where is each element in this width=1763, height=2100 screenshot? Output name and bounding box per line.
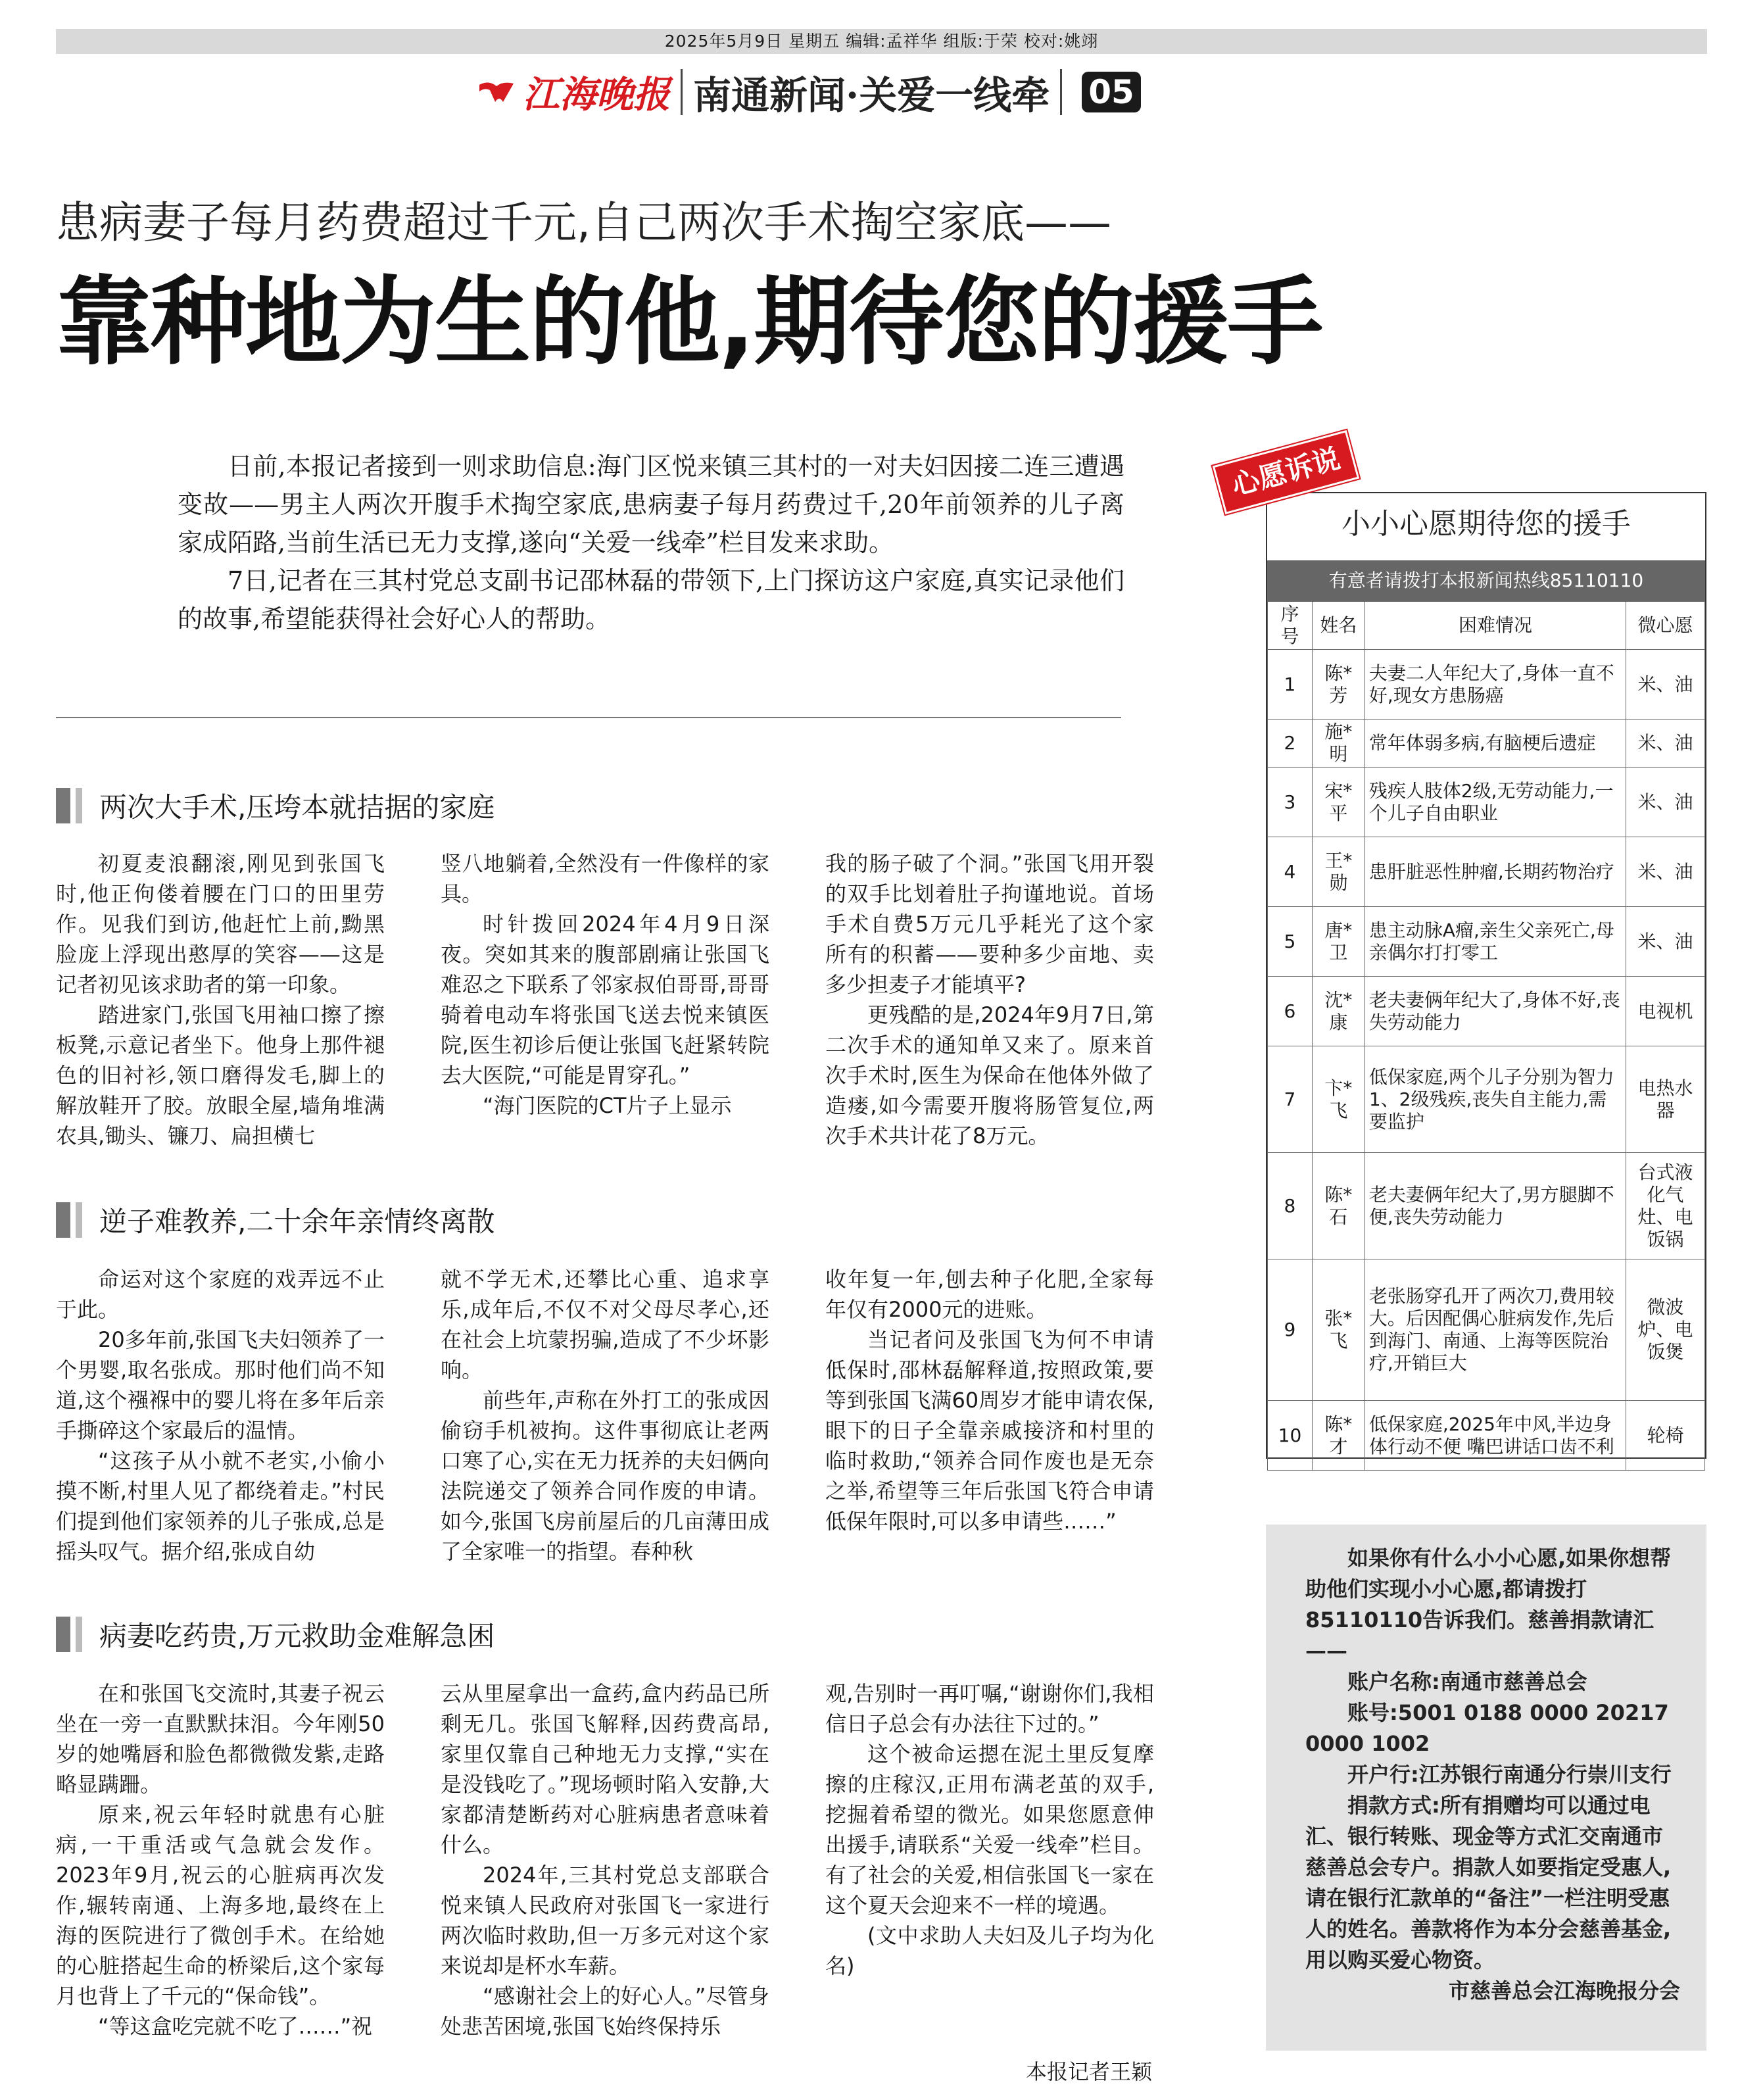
body-paragraph: (文中求助人夫妇及儿子均为化名) [825, 1923, 1154, 1978]
byline: 本报记者王颖 [1026, 2059, 1153, 2084]
hardship-description: 老夫妻俩年纪大了,男方腿脚不便,丧失劳动能力 [1365, 1153, 1626, 1259]
recipient-name: 陈*石 [1312, 1153, 1365, 1259]
column-header: 微心愿 [1626, 602, 1705, 650]
text-column [825, 1264, 1154, 1536]
paper-logo-icon [477, 76, 516, 109]
text-column [441, 1264, 769, 1567]
hardship-description: 常年体弱多病,有脑梗后遗症 [1365, 720, 1626, 768]
recipient-name: 唐*卫 [1312, 907, 1365, 977]
wish-item: 米、油 [1626, 650, 1705, 720]
hardship-description: 老张肠穿孔开了两次刀,费用较大。后因配偶心脏病发作,先后到海门、南通、上海等医院治疗,开销巨大 [1365, 1259, 1626, 1401]
recipient-name: 沈*康 [1312, 977, 1365, 1046]
hardship-description: 夫妻二人年纪大了,身体一直不好,现女方患肠癌 [1365, 650, 1626, 720]
text-column [441, 1678, 769, 2041]
body-paragraph: 更残酷的是,2024年9月7日,第二次手术的通知单又来了。原来首次手术时,医生为保命在他体外做了造瘘,如今需要开腹将肠管复位,两次手术共计花了8万元。 [825, 1002, 1154, 1148]
section-heading-text: 两次大手术,压垮本就拮据的家庭 [99, 791, 495, 823]
text-column [56, 1678, 385, 2041]
hardship-description: 患肝脏恶性肿瘤,长期药物治疗 [1365, 837, 1626, 907]
masthead-divider [681, 69, 683, 115]
donation-box [1266, 1525, 1706, 2051]
section-marker [76, 1617, 82, 1652]
body-paragraph: 时针拨回2024年4月9日深夜。突如其来的腹部剧痛让张国飞难忍之下联系了邻家叔伯哥哥,哥哥骑着电动车将张国飞送去悦来镇医院,医生初诊后便让张国飞赶紧转院去大医院,“可能是胃穿孔。” [441, 912, 769, 1088]
body-paragraph: 我的肠子破了个洞。”张国飞用开裂的双手比划着肚子拘谨地说。首场手术自费5万元几乎耗光了这个家所有的积蓄——要种多少亩地、卖多少担麦子才能填平? [825, 851, 1154, 997]
table-row [1268, 977, 1705, 1046]
row-number: 7 [1268, 1046, 1313, 1153]
dateline-bar [56, 29, 1707, 54]
body-paragraph: 踏进家门,张国飞用袖口擦了擦板凳,示意记者坐下。他身上那件褪色的旧衬衫,领口磨得发毛,脚上的解放鞋开了胶。放眼全屋,墙角堆满农具,锄头、镰刀、扁担横七 [56, 1002, 385, 1148]
section-heading [56, 786, 495, 825]
body-paragraph: 云从里屋拿出一盒药,盒内药品已所剩无几。张国飞解释,因药费高昂,家里仅靠自己种地无力支撑,“实在是没钱吃了。”现场顿时陷入安静,大家都清楚断药对心脏病患者意味着什么。 [441, 1681, 769, 1857]
body-paragraph: 竖八地躺着,全然没有一件像样的家具。 [441, 851, 769, 906]
section-marker [56, 788, 70, 823]
article-subtitle: 患病妻子每月药费超过千元,自己两次手术掏空家底—— [56, 197, 1111, 248]
text-column [56, 848, 385, 1151]
recipient-name: 陈*芳 [1312, 650, 1365, 720]
table-row [1268, 1259, 1705, 1401]
row-number: 8 [1268, 1153, 1313, 1259]
text-column [825, 848, 1154, 1151]
wish-item: 米、油 [1626, 837, 1705, 907]
table-row [1268, 837, 1705, 907]
text-column [825, 1678, 1154, 1981]
table-row [1268, 907, 1705, 977]
body-paragraph: “海门医院的CT片子上显示 [483, 1093, 732, 1118]
donation-paragraph: 捐款方式:所有捐赠均可以通过电汇、银行转账、现金等方式汇交南通市慈善总会专户。捐款人如要指定受惠人,请在银行汇款单的“备注”一栏注明受惠人的姓名。善款将作为本分会慈善基金,用以购买爱心物资。 [1305, 1793, 1672, 1972]
section-heading [56, 1200, 495, 1240]
wish-item: 电视机 [1626, 977, 1705, 1046]
body-paragraph: 收年复一年,刨去种子化肥,全家每年仅有2000元的进账。 [825, 1267, 1154, 1322]
body-paragraph: 初夏麦浪翻滚,刚见到张国飞时,他正佝偻着腰在门口的田里劳作。见我们到访,他赶忙上前,黝黑脸庞上浮现出憨厚的笑容——这是记者初见该求助者的第一印象。 [56, 851, 385, 997]
text-column [441, 848, 769, 1121]
column-header: 困难情况 [1365, 602, 1626, 650]
table-row [1268, 650, 1705, 720]
donation-paragraph: 账户名称:南通市慈善总会 [1347, 1669, 1587, 1694]
intro-paragraph: 日前,本报记者接到一则求助信息:海门区悦来镇三其村的一对夫妇因接二连三遭遇变故——男主人两次开腹手术掏空家底,患病妻子每月药费过千,20年前领养的儿子离家成陌路,当前生活已无力支撑,遂向“关爱一线牵”栏目发来求助。 [178, 452, 1124, 557]
row-number: 10 [1268, 1401, 1313, 1471]
wish-item: 轮椅 [1626, 1401, 1705, 1471]
section-heading-text: 病妻吃药贵,万元救助金难解急困 [99, 1620, 495, 1652]
recipient-name: 宋*平 [1312, 768, 1365, 837]
body-paragraph: 在和张国飞交流时,其妻子祝云坐在一旁一直默默抹泪。今年刚50岁的她嘴唇和脸色都微微发紫,走路略显蹒跚。 [56, 1681, 385, 1797]
body-paragraph: 20多年前,张国飞夫妇领养了一个男婴,取名张成。那时他们尚不知道,这个襁褓中的婴儿将在多年后亲手撕碎这个家最后的温情。 [56, 1327, 385, 1443]
section-marker [76, 788, 82, 823]
intro-divider [56, 717, 1121, 718]
donation-paragraph: 如果你有什么小小心愿,如果你想帮助他们实现小小心愿,都请拨打85110110告诉我们。慈善捐款请汇—— [1305, 1546, 1672, 1663]
table-row [1268, 1046, 1705, 1153]
body-paragraph: “这孩子从小就不老实,小偷小摸不断,村里人见了都绕着走。”村民们提到他们家领养的儿子张成,总是摇头叹气。据介绍,张成自幼 [56, 1448, 385, 1564]
hardship-description: 残疾人肢体2级,无劳动能力,一个儿子自由职业 [1365, 768, 1626, 837]
donation-paragraph: 开户行:江苏银行南通分行崇川支行 [1347, 1762, 1672, 1787]
wish-item: 台式液化气灶、电饭锅 [1626, 1153, 1705, 1259]
intro-paragraph: 7日,记者在三其村党总支副书记邵林磊的带领下,上门探访这户家庭,真实记录他们的故事,希望能获得社会好心人的帮助。 [178, 566, 1124, 633]
text-column [56, 1264, 385, 1567]
wish-item: 米、油 [1626, 768, 1705, 837]
page-number-badge: 05 [1082, 72, 1141, 112]
section-marker [56, 1617, 70, 1652]
wish-table-header [1268, 602, 1705, 650]
body-paragraph: 命运对这个家庭的戏弄远不止于此。 [56, 1267, 385, 1322]
body-paragraph: 当记者问及张国飞为何不申请低保时,邵林磊解释道,按照政策,要等到张国飞满60周岁才能申请农保,眼下的日子全靠亲戚接济和村里的临时救助,“领养合同作废也是无奈之举,希望等三年后张国飞符合申请低保年限时,可以多申请些……” [825, 1327, 1154, 1534]
wish-item: 电热水器 [1626, 1046, 1705, 1153]
section-heading-text: 逆子难教养,二十余年亲情终离散 [99, 1206, 495, 1238]
body-paragraph: 观,告别时一再叮嘱,“谢谢你们,我相信日子总会有办法往下过的。” [825, 1681, 1154, 1736]
hardship-description: 低保家庭,2025年中风,半边身体行动不便 嘴巴讲话口齿不利 [1365, 1401, 1626, 1471]
wish-table [1267, 601, 1705, 1471]
body-paragraph: 原来,祝云年轻时就患有心脏病,一干重活或气急就会发作。2023年9月,祝云的心脏病再次发作,辗转南通、上海多地,最终在上海的医院进行了微创手术。在给她的心脏搭起生命的桥梁后,这个家每月也背上了千元的“保命钱”。 [56, 1802, 385, 2009]
row-number: 2 [1268, 720, 1313, 768]
section-title: 南通新闻·关爱一线牵 [693, 73, 1050, 118]
wish-item: 微波炉、电饭煲 [1626, 1259, 1705, 1401]
table-row [1268, 768, 1705, 837]
row-number: 4 [1268, 837, 1313, 907]
table-row [1268, 1153, 1705, 1259]
column-header: 姓名 [1312, 602, 1365, 650]
hardship-description: 低保家庭,两个儿子分别为智力1、2级残疾,丧失自主能力,需要监护 [1365, 1046, 1626, 1153]
hardship-description: 患主动脉A瘤,亲生父亲死亡,母亲偶尔打打零工 [1365, 907, 1626, 977]
body-paragraph: “感谢社会上的好心人。”尽管身处悲苦困境,张国飞始终保持乐 [441, 1984, 769, 2039]
wish-item: 米、油 [1626, 720, 1705, 768]
masthead [477, 66, 1141, 118]
hardship-description: 老夫妻俩年纪大了,身体不好,丧失劳动能力 [1365, 977, 1626, 1046]
wish-tag: 心愿诉说 [1213, 430, 1359, 514]
body-paragraph: 就不学无术,还攀比心重、追求享乐,成年后,不仅不对父母尽孝心,还在社会上坑蒙拐骗,造成了不少坏影响。 [441, 1267, 769, 1382]
body-paragraph: 这个被命运摁在泥土里反复摩擦的庄稼汉,正用布满老茧的双手,挖掘着希望的微光。如果您愿意伸出援手,请联系“关爱一线牵”栏目。有了社会的关爱,相信张国飞一家在这个夏天会迎来不一样的境遇。 [825, 1742, 1154, 1918]
wish-title: 小小心愿期待您的援手 [1341, 507, 1631, 541]
section-marker [56, 1202, 70, 1238]
row-number: 1 [1268, 650, 1313, 720]
recipient-name: 张*飞 [1312, 1259, 1365, 1401]
article-intro [178, 447, 1124, 638]
section-heading [56, 1615, 495, 1654]
paper-name: 江海晚报 [523, 73, 670, 116]
table-row [1268, 720, 1705, 768]
body-paragraph: “等这盒吃完就不吃了……”祝 [98, 2014, 373, 2039]
table-row [1268, 1401, 1705, 1471]
wish-item: 米、油 [1626, 907, 1705, 977]
donation-paragraph: 账号:5001 0188 0000 20217 0000 1002 [1305, 1700, 1669, 1756]
wish-hotline: 有意者请拨打本报新闻热线85110110 [1267, 560, 1705, 601]
row-number: 5 [1268, 907, 1313, 977]
recipient-name: 施*明 [1312, 720, 1365, 768]
row-number: 3 [1268, 768, 1313, 837]
body-paragraph: 前些年,声称在外打工的张成因偷窃手机被拘。这件事彻底让老两口寒了心,实在无力抚养的夫妇俩向法院递交了领养合同作废的申请。如今,张国飞房前屋后的几亩薄田成了全家唯一的指望。春种秋 [441, 1388, 769, 1564]
body-paragraph: 2024年,三其村党总支部联合悦来镇人民政府对张国飞一家进行两次临时救助,但一万多元对这个家来说却是杯水车薪。 [441, 1863, 769, 1978]
recipient-name: 王*勋 [1312, 837, 1365, 907]
recipient-name: 陈*才 [1312, 1401, 1365, 1471]
row-number: 6 [1268, 977, 1313, 1046]
row-number: 9 [1268, 1259, 1313, 1401]
recipient-name: 卞*飞 [1312, 1046, 1365, 1153]
dateline: 2025年5月9日 星期五 编辑:孟祥华 组版:于荣 校对:姚翊 [664, 32, 1099, 51]
donation-signature: 市慈善总会江海晚报分会 [1448, 1978, 1680, 2003]
section-marker [76, 1202, 82, 1238]
column-header: 序号 [1268, 602, 1313, 650]
masthead-divider [1060, 69, 1062, 115]
article-title: 靠种地为生的他,期待您的援手 [56, 266, 1322, 378]
